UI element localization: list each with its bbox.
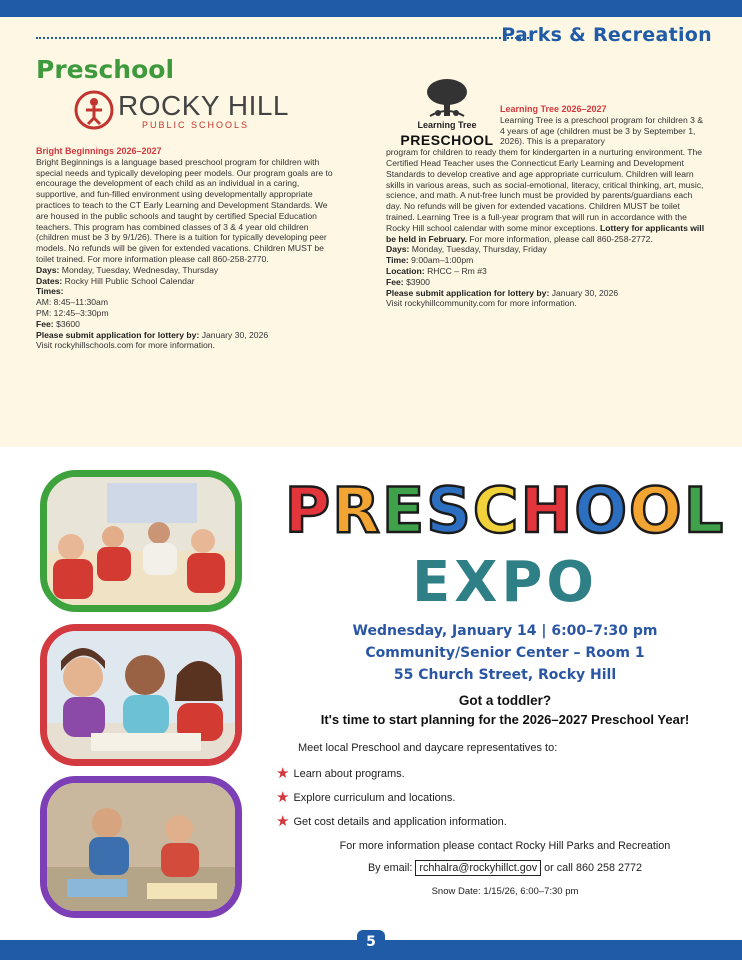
learning-tree-heading: Learning Tree 2026–2027 — [500, 104, 607, 114]
lt-days: Days: Monday, Tuesday, Thursday, Friday — [386, 244, 547, 255]
toddler-question: Got a toddler? — [458, 693, 552, 708]
bb-visit[interactable]: Visit rockyhillschools.com for more information. — [36, 340, 215, 351]
rocky-hill-emblem-icon — [74, 90, 114, 130]
learning-tree-body: program for children to ready them for kindergarten in a nurturing environment. The Certified Head Teacher uses the Connecticut Early Learning and Development Standards to develop creative and age appropriate curriculum. Children will learn skills in various areas, such as social-emotional, literacy, critical thinking, art, music, science, and math. A nut-free lunch must be provided by parents/guardians each day. No refunds will be given for extended vacations. Children MUST be toilet trained. Learning Tree is a full-year program that will run in accordance with the Rocky Hill school calendar with some minor exceptions. Lottery for applicants will be held in February. For more information, please call 860-258-2772. — [386, 147, 705, 244]
star-icon: ★ — [276, 813, 290, 830]
bb-days: Days: Monday, Tuesday, Wednesday, Thursday — [36, 264, 219, 275]
bb-fee: Fee: $3600 — [36, 318, 80, 329]
title-letter: L — [683, 474, 726, 547]
bb-am-time: AM: 8:45–11:30am — [36, 297, 108, 308]
learning-tree-top — [386, 104, 706, 147]
rocky-hill-logo — [74, 88, 294, 132]
top-color-bar — [0, 0, 742, 17]
title-letter: H — [520, 474, 575, 547]
learning-tree-logo-name: Learning Tree — [417, 120, 477, 130]
bb-submit: Please submit application for lottery by: January 30, 2026 — [36, 329, 269, 340]
children-reading-photo — [40, 624, 242, 766]
rocky-hill-logo-name: ROCKY HILL — [118, 90, 289, 121]
section-title: Parks & Recreation — [501, 24, 712, 46]
bright-beginnings-section — [36, 146, 334, 351]
meet-representatives: Meet local Preschool and daycare representatives to: — [298, 742, 558, 754]
event-address: 55 Church Street, Rocky Hill — [393, 667, 617, 683]
title-letter: S — [426, 474, 473, 547]
lt-time: Time: 9:00am–1:00pm — [386, 255, 474, 266]
bullet-item: ★ Get cost details and application information. — [276, 813, 507, 830]
learning-tree-section — [386, 104, 706, 309]
title-letter: O — [629, 474, 684, 547]
event-venue: Community/Senior Center – Room 1 — [365, 645, 645, 661]
bb-dates: Dates: Rocky Hill Public School Calendar — [36, 275, 195, 286]
lt-visit[interactable]: Visit rockyhillcommunity.com for more information. — [386, 298, 577, 309]
phone-text: or call 860 258 2772 — [544, 862, 643, 874]
children-playing-photo — [40, 776, 242, 918]
email-link[interactable]: rchhalra@rockyhillct.gov — [415, 860, 541, 876]
bb-times-label: Times: — [36, 286, 64, 297]
bullet-item: ★ Learn about programs. — [276, 765, 405, 782]
planning-message: It's time to start planning for the 2026–2027 Preschool Year! — [320, 712, 690, 727]
title-letter: O — [574, 474, 630, 547]
bullet-item: ★ Explore curriculum and locations. — [276, 789, 456, 806]
star-icon: ★ — [276, 789, 290, 806]
lt-more-info: For more information, please call 860-258-2772. — [469, 233, 653, 244]
expo-subtitle: EXPO — [411, 550, 599, 615]
lt-fee: Fee: $3900 — [386, 276, 430, 287]
contact-info: For more information please contact Rocky Hill Parks and Recreation — [339, 840, 671, 852]
star-icon: ★ — [276, 765, 290, 782]
email-row — [268, 862, 742, 874]
learning-tree-body-indented: Learning Tree is a preschool program for children 3 & 4 years of age (children must be 3 by September 1, 2026). This is a preparatory — [500, 114, 704, 147]
classroom-photo — [40, 470, 242, 612]
title-letter: R — [332, 474, 382, 547]
lt-submit: Please submit application for lottery by: January 30, 2026 — [386, 287, 619, 298]
lt-location: Location: RHCC – Rm #3 — [386, 265, 487, 276]
title-letter: P — [284, 474, 333, 547]
snow-date: Snow Date: 1/15/26, 6:00–7:30 pm — [431, 886, 579, 897]
lt-lottery-note: Lottery for applicants will be held in February. — [386, 222, 705, 244]
title-letter: E — [381, 474, 427, 547]
bb-pm-time: PM: 12:45–3:30pm — [36, 307, 109, 318]
event-date-time: Wednesday, January 14 | 6:00–7:30 pm — [352, 623, 658, 639]
bright-beginnings-heading: Bright Beginnings 2026–2027 — [36, 146, 162, 156]
learning-tree-logo-big: PRESCHOOL — [400, 132, 494, 148]
header-dotted-rule — [36, 37, 532, 39]
rocky-hill-logo-sub: PUBLIC SCHOOLS — [142, 120, 250, 130]
page-heading: Preschool — [36, 55, 175, 84]
preschool-expo-title — [268, 474, 742, 547]
email-prefix: By email: — [367, 862, 413, 874]
title-letter: C — [472, 474, 521, 547]
page-number: 5 — [357, 930, 385, 954]
bright-beginnings-body: Bright Beginnings is a language based preschool program for children with special needs and typically developing peer models. Our program goals are to encourage the development of each child as an individual in a caring, supportive, and fun-filled environment using developmentally appropriate practices to teach to the CT Early Learning and Development Standards. We are housed in the public schools and taught by certified Special Education teachers. This program has combined classes of 3 & 4 year old children (children must be 3 by 9/1/26). There is a tuition for typically developing peer models. No refunds will be given for extended vacations. Children MUST be toilet trained. For more information please call 860-258-2770. — [36, 156, 333, 264]
